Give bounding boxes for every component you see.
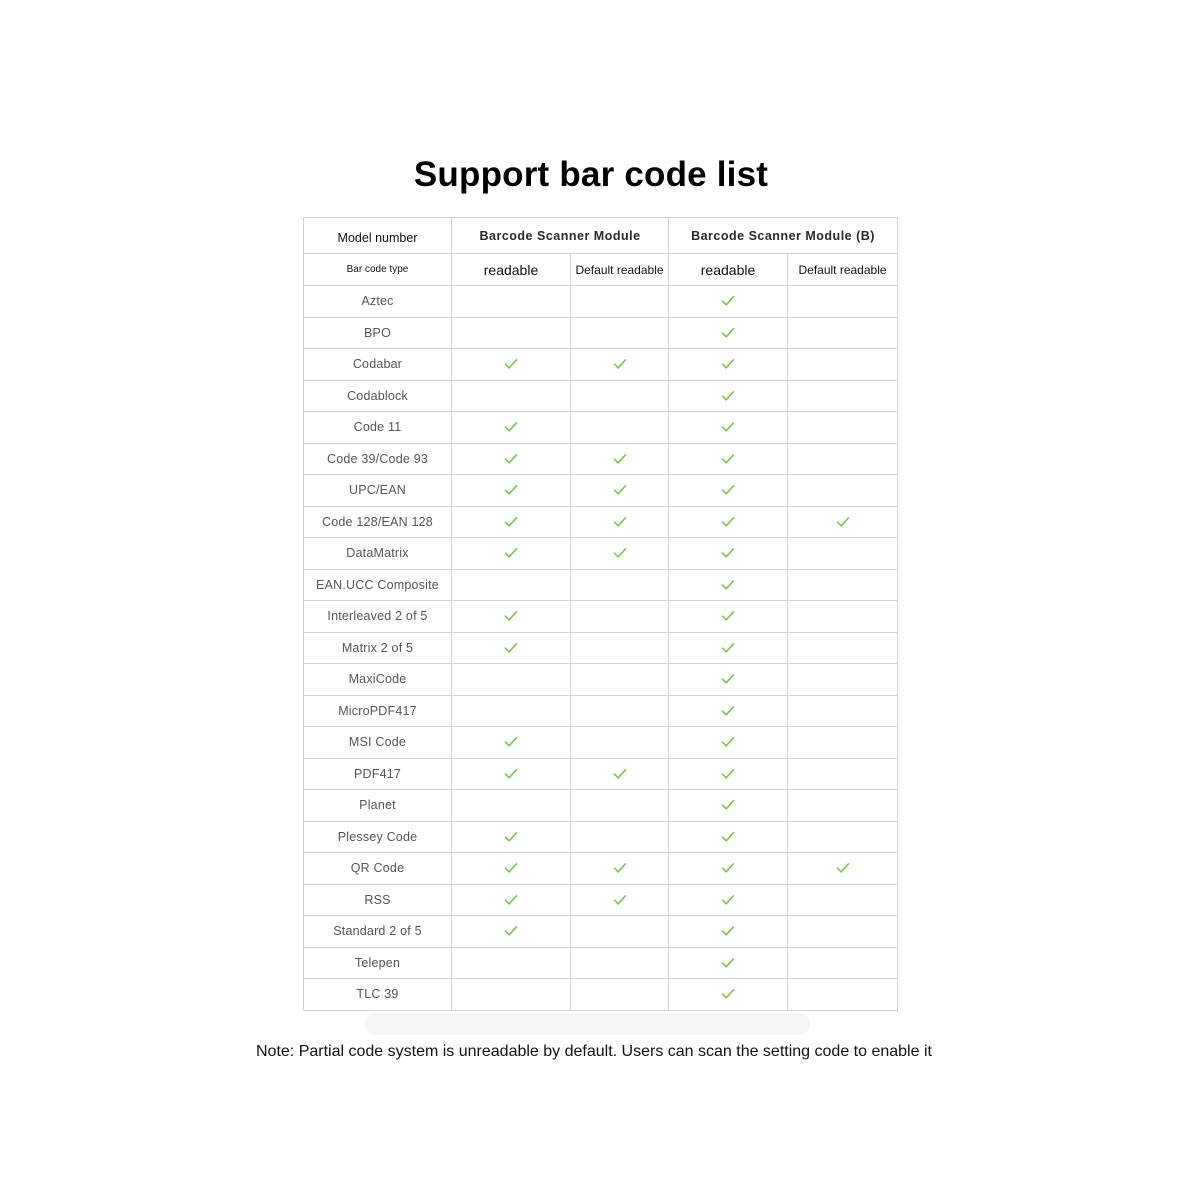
header-row-models <box>304 218 898 254</box>
barcode-type-name: QR Code <box>304 853 452 885</box>
checkmark-icon <box>504 894 518 906</box>
module-a-default-cell <box>571 632 669 664</box>
module-a-readable-cell <box>452 412 571 444</box>
module-b-default-cell <box>788 349 898 381</box>
module-a-readable-cell <box>452 758 571 790</box>
table-row <box>304 632 898 664</box>
module-a-default-cell <box>571 947 669 979</box>
checkmark-icon <box>721 547 735 559</box>
module-a-default-cell <box>571 380 669 412</box>
module-b-default-cell <box>788 380 898 412</box>
checkmark-icon <box>504 642 518 654</box>
module-b-default-cell <box>788 443 898 475</box>
checkmark-icon <box>721 925 735 937</box>
checkmark-icon <box>504 421 518 433</box>
module-a-default-cell <box>571 569 669 601</box>
module-a-readable-cell <box>452 506 571 538</box>
module-a-readable-header: readable <box>452 254 571 286</box>
module-a-readable-cell <box>452 727 571 759</box>
barcode-type-name: Code 11 <box>304 412 452 444</box>
table-row <box>304 506 898 538</box>
module-b-readable-cell <box>669 349 788 381</box>
module-b-readable-cell <box>669 979 788 1011</box>
module-a-default-cell <box>571 475 669 507</box>
checkmark-icon <box>721 390 735 402</box>
table-row <box>304 349 898 381</box>
checkmark-icon <box>721 358 735 370</box>
checkmark-icon <box>613 358 627 370</box>
table-row <box>304 884 898 916</box>
module-b-default-cell <box>788 632 898 664</box>
module-b-default-cell <box>788 601 898 633</box>
module-a-readable-cell <box>452 286 571 318</box>
table-row <box>304 947 898 979</box>
checkmark-icon <box>721 673 735 685</box>
module-b-default-cell <box>788 286 898 318</box>
module-b-default-cell <box>788 790 898 822</box>
module-a-default-cell <box>571 286 669 318</box>
module-b-readable-cell <box>669 821 788 853</box>
module-a-header: Barcode Scanner Module <box>452 218 669 254</box>
barcode-type-name: EAN.UCC Composite <box>304 569 452 601</box>
barcode-type-name: Codabar <box>304 349 452 381</box>
barcode-type-name: RSS <box>304 884 452 916</box>
checkmark-icon <box>721 705 735 717</box>
module-b-default-cell <box>788 506 898 538</box>
module-b-readable-cell <box>669 758 788 790</box>
module-b-readable-cell <box>669 286 788 318</box>
module-b-readable-cell <box>669 632 788 664</box>
module-b-readable-cell <box>669 695 788 727</box>
module-b-default-cell <box>788 695 898 727</box>
module-a-default-cell <box>571 758 669 790</box>
module-b-readable-header: readable <box>669 254 788 286</box>
module-a-readable-cell <box>452 821 571 853</box>
module-b-default-cell <box>788 979 898 1011</box>
barcode-type-name: Code 39/Code 93 <box>304 443 452 475</box>
module-a-default-cell <box>571 821 669 853</box>
module-b-readable-cell <box>669 884 788 916</box>
checkmark-icon <box>721 862 735 874</box>
table-row <box>304 569 898 601</box>
checkmark-icon <box>721 295 735 307</box>
module-a-default-cell <box>571 601 669 633</box>
module-a-default-cell <box>571 317 669 349</box>
barcode-type-name: MaxiCode <box>304 664 452 696</box>
module-a-readable-cell <box>452 380 571 412</box>
checkmark-icon <box>613 547 627 559</box>
checkmark-icon <box>504 736 518 748</box>
module-b-default-cell <box>788 727 898 759</box>
module-b-readable-cell <box>669 664 788 696</box>
module-b-default-header: Default readable <box>788 254 898 286</box>
checkmark-icon <box>504 453 518 465</box>
module-b-default-cell <box>788 569 898 601</box>
checkmark-icon <box>721 894 735 906</box>
barcode-type-name: TLC 39 <box>304 979 452 1011</box>
module-b-readable-cell <box>669 412 788 444</box>
footnote: Note: Partial code system is unreadable by default. Users can scan the setting code to enable it <box>256 1043 932 1060</box>
checkmark-icon <box>721 610 735 622</box>
barcode-type-name: Plessey Code <box>304 821 452 853</box>
checkmark-icon <box>613 516 627 528</box>
module-b-readable-cell <box>669 443 788 475</box>
module-a-default-cell <box>571 538 669 570</box>
module-b-readable-cell <box>669 601 788 633</box>
checkmark-icon <box>613 894 627 906</box>
module-a-readable-cell <box>452 349 571 381</box>
checkmark-icon <box>613 768 627 780</box>
checkmark-icon <box>504 862 518 874</box>
page-title: Support bar code list <box>413 155 769 194</box>
module-b-readable-cell <box>669 947 788 979</box>
module-a-default-cell <box>571 349 669 381</box>
module-b-default-cell <box>788 412 898 444</box>
module-b-readable-cell <box>669 916 788 948</box>
module-a-default-cell <box>571 664 669 696</box>
checkmark-icon <box>504 547 518 559</box>
table-row <box>304 916 898 948</box>
checkmark-icon <box>721 988 735 1000</box>
table-row <box>304 317 898 349</box>
checkmark-icon <box>721 957 735 969</box>
module-a-default-cell <box>571 979 669 1011</box>
checkmark-icon <box>504 768 518 780</box>
table-row <box>304 601 898 633</box>
module-a-readable-cell <box>452 475 571 507</box>
table-row <box>304 727 898 759</box>
module-b-default-cell <box>788 916 898 948</box>
module-a-default-cell <box>571 884 669 916</box>
barcode-type-name: Codablock <box>304 380 452 412</box>
module-a-default-cell <box>571 695 669 727</box>
module-a-readable-cell <box>452 947 571 979</box>
module-b-default-cell <box>788 884 898 916</box>
table-row <box>304 538 898 570</box>
barcode-type-name: Code 128/EAN 128 <box>304 506 452 538</box>
module-a-readable-cell <box>452 853 571 885</box>
barcode-type-name: MicroPDF417 <box>304 695 452 727</box>
module-b-header: Barcode Scanner Module (B) <box>669 218 898 254</box>
module-b-default-cell <box>788 664 898 696</box>
checkmark-icon <box>504 358 518 370</box>
module-a-readable-cell <box>452 916 571 948</box>
table-row <box>304 853 898 885</box>
module-b-readable-cell <box>669 317 788 349</box>
table-body <box>304 218 898 1011</box>
module-b-readable-cell <box>669 538 788 570</box>
checkmark-icon <box>504 831 518 843</box>
checkmark-icon <box>721 831 735 843</box>
table-row <box>304 664 898 696</box>
barcode-type-name: Telepen <box>304 947 452 979</box>
module-b-default-cell <box>788 821 898 853</box>
barcode-type-name: Aztec <box>304 286 452 318</box>
checkmark-icon <box>613 484 627 496</box>
checkmark-icon <box>504 925 518 937</box>
module-a-readable-cell <box>452 632 571 664</box>
checkmark-icon <box>613 453 627 465</box>
table-row <box>304 821 898 853</box>
barcode-type-name: BPO <box>304 317 452 349</box>
module-a-readable-cell <box>452 443 571 475</box>
module-a-default-cell <box>571 727 669 759</box>
module-b-default-cell <box>788 853 898 885</box>
module-b-default-cell <box>788 538 898 570</box>
table-row <box>304 979 898 1011</box>
barcode-type-name: Interleaved 2 of 5 <box>304 601 452 633</box>
barcode-support-table <box>303 217 898 1011</box>
table-row <box>304 443 898 475</box>
checkmark-icon <box>721 642 735 654</box>
table-row <box>304 758 898 790</box>
module-a-readable-cell <box>452 979 571 1011</box>
checkmark-icon <box>721 799 735 811</box>
module-b-readable-cell <box>669 380 788 412</box>
module-b-readable-cell <box>669 569 788 601</box>
barcode-type-name: UPC/EAN <box>304 475 452 507</box>
checkmark-icon <box>721 453 735 465</box>
module-b-readable-cell <box>669 727 788 759</box>
module-b-default-cell <box>788 317 898 349</box>
table-row <box>304 380 898 412</box>
module-a-readable-cell <box>452 538 571 570</box>
checkmark-icon <box>721 421 735 433</box>
module-a-readable-cell <box>452 601 571 633</box>
barcode-type-name: MSI Code <box>304 727 452 759</box>
barcode-type-name: Matrix 2 of 5 <box>304 632 452 664</box>
checkmark-icon <box>613 862 627 874</box>
module-b-default-cell <box>788 475 898 507</box>
checkmark-icon <box>721 768 735 780</box>
table-row <box>304 286 898 318</box>
table-row <box>304 475 898 507</box>
model-number-header: Model number <box>304 218 452 254</box>
module-a-default-cell <box>571 443 669 475</box>
module-b-readable-cell <box>669 790 788 822</box>
module-a-readable-cell <box>452 569 571 601</box>
module-b-default-cell <box>788 947 898 979</box>
checkmark-icon <box>721 736 735 748</box>
table-row <box>304 790 898 822</box>
module-a-default-header: Default readable <box>571 254 669 286</box>
module-a-default-cell <box>571 790 669 822</box>
checkmark-icon <box>721 327 735 339</box>
table-row <box>304 412 898 444</box>
module-a-readable-cell <box>452 790 571 822</box>
barcode-type-name: DataMatrix <box>304 538 452 570</box>
checkmark-icon <box>721 516 735 528</box>
checkmark-icon <box>504 610 518 622</box>
module-a-default-cell <box>571 916 669 948</box>
barcode-type-name: Standard 2 of 5 <box>304 916 452 948</box>
module-a-default-cell <box>571 506 669 538</box>
module-a-readable-cell <box>452 884 571 916</box>
module-b-default-cell <box>788 758 898 790</box>
module-a-default-cell <box>571 853 669 885</box>
checkmark-icon <box>721 579 735 591</box>
module-b-readable-cell <box>669 475 788 507</box>
table-row <box>304 695 898 727</box>
header-row-columns <box>304 254 898 286</box>
checkmark-icon <box>836 516 850 528</box>
checkmark-icon <box>504 484 518 496</box>
checkmark-icon <box>721 484 735 496</box>
module-a-default-cell <box>571 412 669 444</box>
module-b-readable-cell <box>669 506 788 538</box>
barcode-type-name: PDF417 <box>304 758 452 790</box>
barcode-type-name: Planet <box>304 790 452 822</box>
module-a-readable-cell <box>452 317 571 349</box>
module-a-readable-cell <box>452 695 571 727</box>
bar-code-type-header: Bar code type <box>304 254 452 286</box>
module-b-readable-cell <box>669 853 788 885</box>
checkmark-icon <box>504 516 518 528</box>
checkmark-icon <box>836 862 850 874</box>
module-a-readable-cell <box>452 664 571 696</box>
decorative-shadow <box>365 1013 810 1035</box>
